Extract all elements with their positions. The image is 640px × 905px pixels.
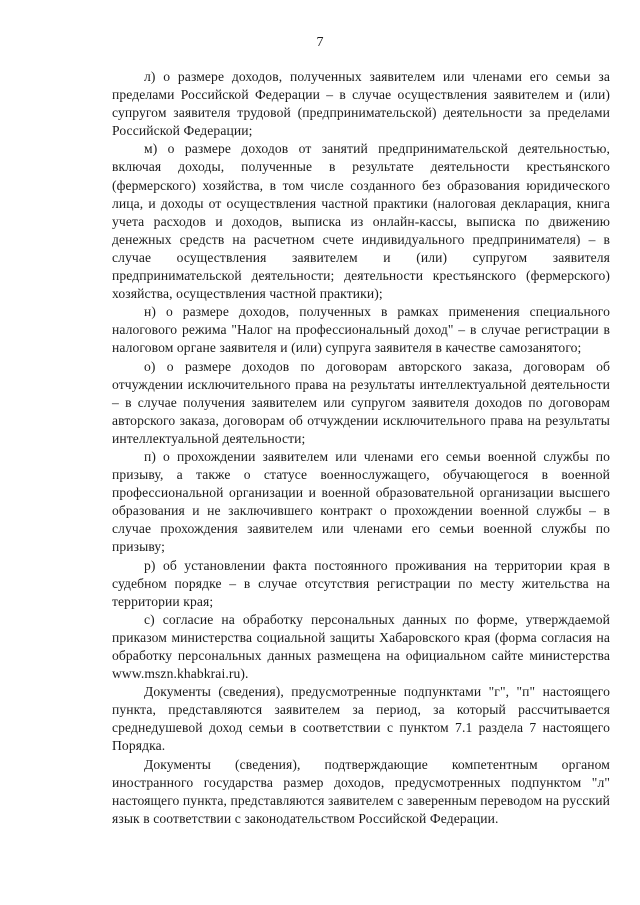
paragraph-o: о) о размере доходов по договорам авторского заказа, договорам об отчуждении исключительного права на результаты интеллектуальной деятельности – в случае получения заявителем или супругом заявителя доходов по договорам авторского заказа, договорам об отчуждении исключительного права на результаты интеллектуальной деятельности; bbox=[112, 358, 610, 446]
paragraph-documents-foreign: Документы (сведения), подтверждающие компетентным органом иностранного государства размер доходов, предусмотренных подпунктом "л" настоящего пункта, представляются заявителем с заверенным переводом на русский язык в соответствии с законодательством Российской Федерации. bbox=[112, 756, 610, 826]
paragraph-r: р) об установлении факта постоянного проживания на территории края в судебном порядке – в случае отсутствия регистрации по месту жительства на территории края; bbox=[112, 557, 610, 609]
paragraph-n: н) о размере доходов, полученных в рамках применения специального налогового режима "Налог на профессиональный доход" – в случае регистрации в налоговом органе заявителя и (или) супруга заявителя в качестве самозанятого; bbox=[112, 304, 610, 356]
paragraph-documents-period: Документы (сведения), предусмотренные подпунктами "г", "п" настоящего пункта, представляются заявителем за период, за который рассчитывается среднедушевой доход семьи в соответствии с пунктом 7.1 раздела 7 настоящего Порядка. bbox=[112, 684, 610, 754]
paragraph-s: с) согласие на обработку персональных данных по форме, утверждаемой приказом министерства социальной защиты Хабаровского края (форма согласия на обработку персональных данных размещена на официальном сайте министерства www.mszn.khabkrai.ru). bbox=[112, 611, 610, 682]
paragraph-m: м) о размере доходов от занятий предпринимательской деятельностью, включая доходы, полученные в результате деятельности крестьянского (фермерского) хозяйства, в том числе созданного без образования юридического лица, и доходы от осуществления частной практики (налоговая декларация, книга учета расходов и доходов, выписка из онлайн-кассы, выписка по движению денежных средств на расчетном счете индивидуального предпринимателя) – в случае осуществления заявителем и (или) супругом заявителя предпринимательской деятельности; деятельности крестьянского (фермерского) хозяйства, осуществления частной практики); bbox=[112, 141, 610, 302]
page-number: 7 bbox=[316, 35, 324, 50]
document-body bbox=[112, 68, 610, 828]
paragraph-p: п) о прохождении заявителем или членами его семьи военной службы по призыву, а также о статусе военнослужащего, обучающегося в военной профессиональной организации и военной образовательной организации высшего образования и не заключившего контракт о прохождении военной службы – в случае прохождения заявителем или членами его семьи военной службы по призыву; bbox=[112, 448, 610, 555]
paragraph-l: л) о размере доходов, полученных заявителем или членами его семьи за пределами Российской Федерации – в случае осуществления заявителем и (или) супругом заявителя трудовой (предпринимательской) деятельности за пределами Российской Федерации; bbox=[112, 69, 610, 139]
